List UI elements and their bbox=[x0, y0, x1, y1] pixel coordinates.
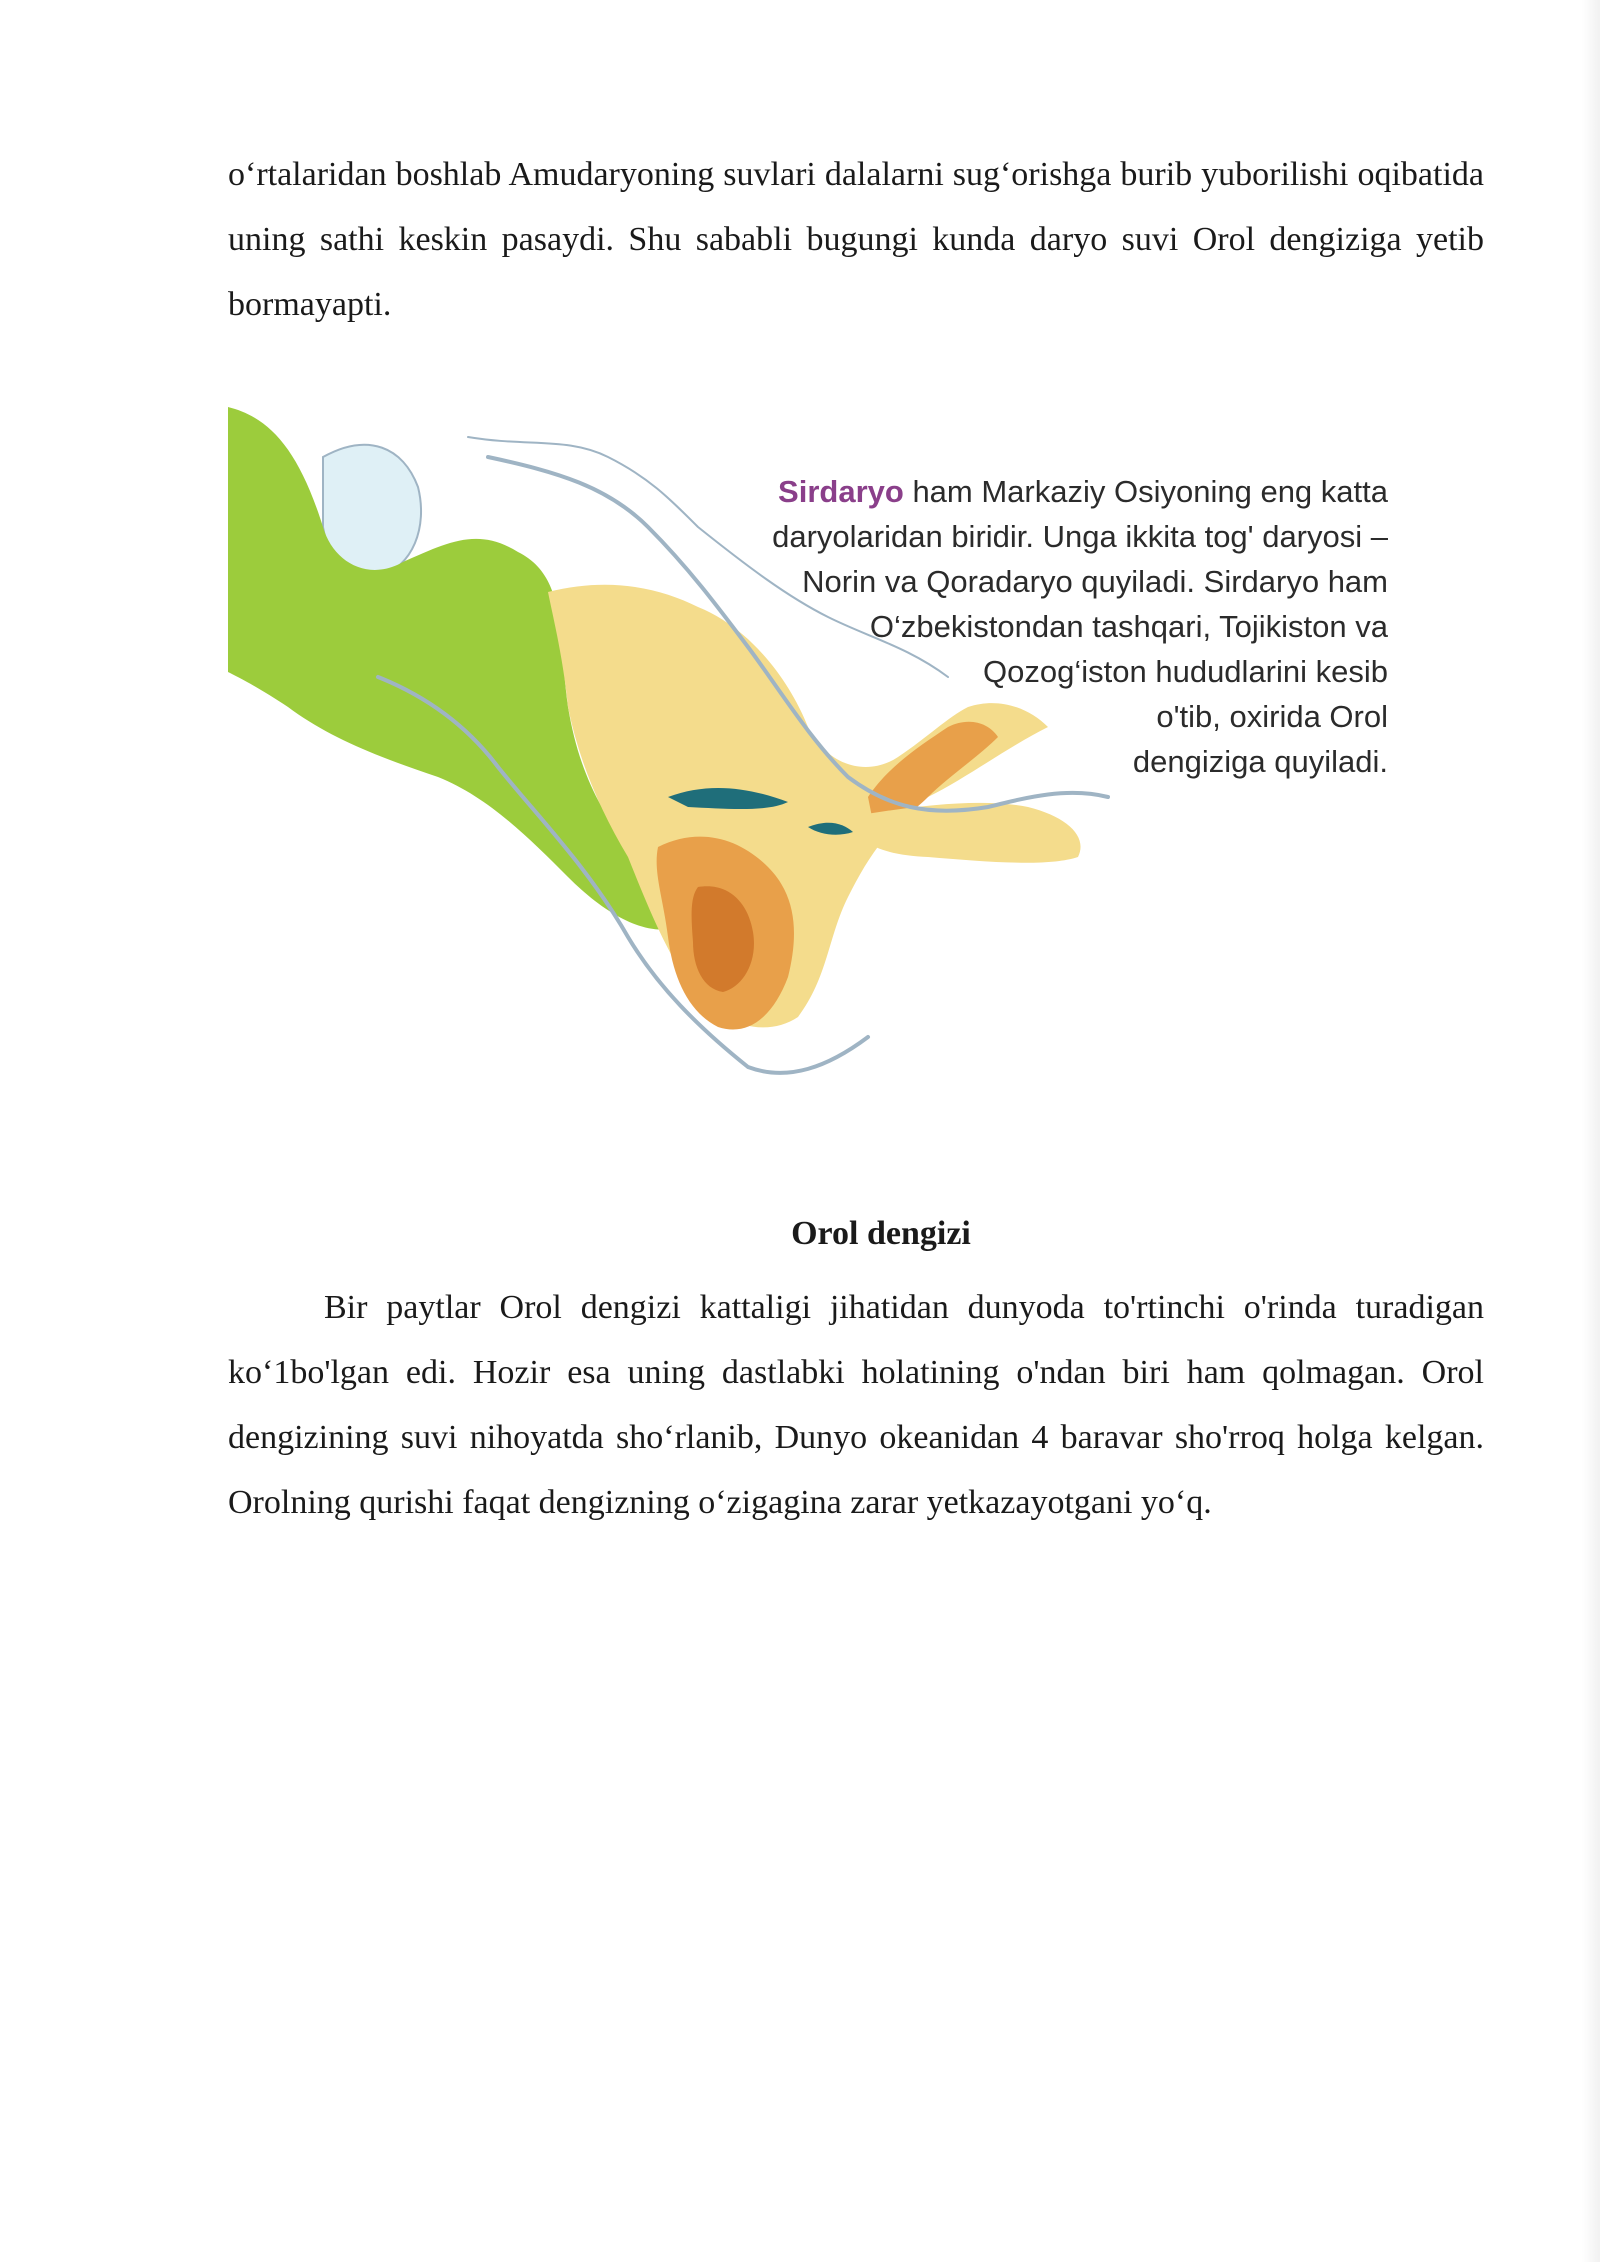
section-heading-orol: Orol dengizi bbox=[791, 1215, 971, 1252]
document-body bbox=[228, 142, 1484, 1535]
page-edge-shadow bbox=[1582, 0, 1600, 2262]
paragraph-orol-dengizi: Bir paytlar Orol dengizi kattaligi jihatidan dunyoda to'rtinchi o'rinda turadigan ko‘1bo'lgan edi. Hozir esa uning dastlabki holatining o'ndan biri ham qolmagan. Orol dengizining suvi nihoyatda sho‘rlanib, Dunyo okeanidan 4 baravar sho'rroq holga kelgan. Orolning qurishi faqat dengizning o‘zigagina zarar yetkazayotgani yo‘q. bbox=[228, 1289, 1484, 1521]
uzbekistan-map-figure bbox=[228, 377, 1428, 1097]
callout-line-1: Sirdaryo ham Markaziy Osiyoning eng katta bbox=[778, 474, 1388, 509]
callout-line-3: Norin va Qoradaryo quyiladi. Sirdaryo ham bbox=[802, 564, 1388, 599]
paragraph-amudaryo: o‘rtalaridan boshlab Amudaryoning suvlari dalalarni sug‘orishga burib yuborilishi oqibatida uning sathi keskin pasaydi. Shu sababli bugungi kunda daryo suvi Orol dengiziga yetib bormayapti. bbox=[228, 156, 1484, 323]
callout-line-7: dengiziga quyiladi. bbox=[1132, 744, 1388, 779]
sirdaryo-callout bbox=[668, 469, 1388, 784]
callout-line-5: Qozog‘iston hududlarini kesib bbox=[983, 654, 1388, 689]
callout-line-6: o'tib, oxirida Orol bbox=[1156, 699, 1388, 734]
callout-line-2: daryolaridan biridir. Unga ikkita tog' daryosi – bbox=[772, 519, 1388, 554]
callout-line-4: O‘zbekistondan tashqari, Tojikiston va bbox=[869, 609, 1388, 644]
callout-highlight: Sirdaryo bbox=[778, 474, 904, 509]
